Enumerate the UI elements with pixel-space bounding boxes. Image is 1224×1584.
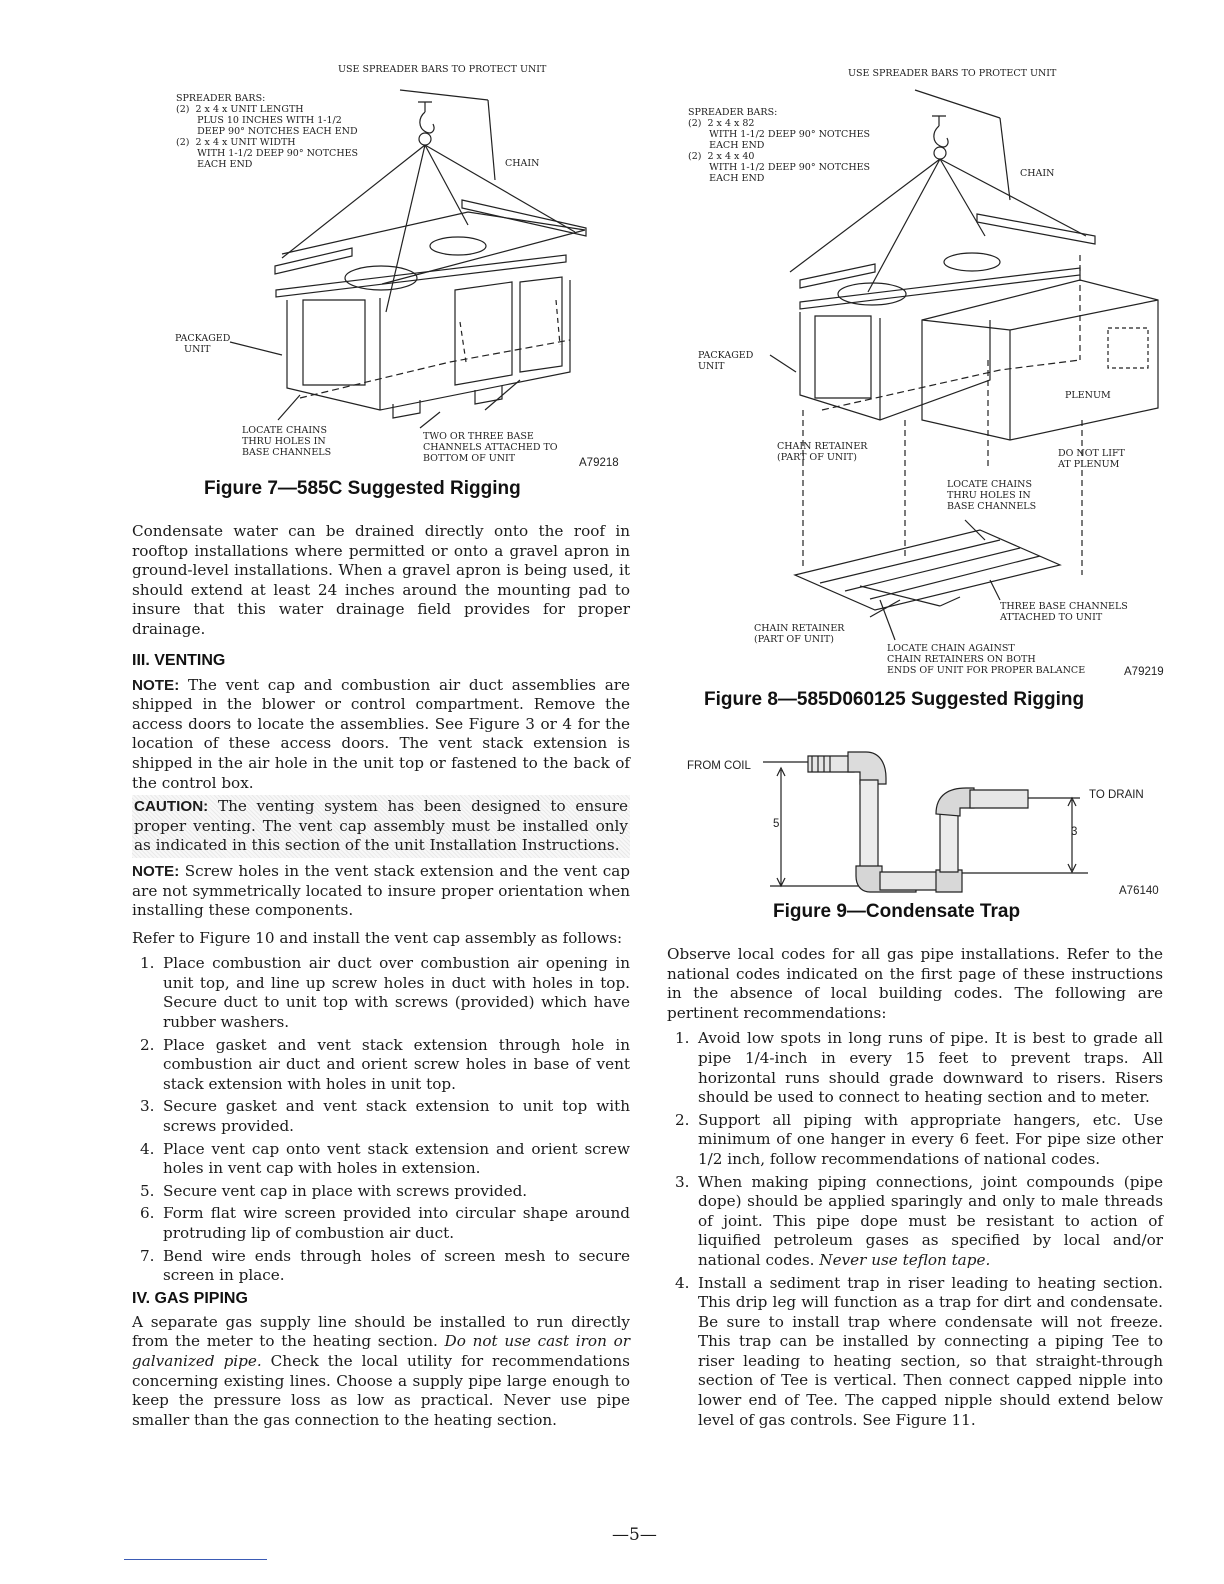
list-item: 2. Place gasket and vent stack extension through hole in combustion air duct and orient screw holes in base of vent stack extension with holes in unit top.	[140, 1035, 630, 1093]
left-column	[132, 522, 630, 1430]
footer-rule	[124, 1559, 267, 1560]
fig9-dim-right: 3	[1071, 826, 1078, 838]
fig8-retainer-label-1: CHAIN RETAINER (PART OF UNIT)	[777, 441, 868, 463]
fig7-spreader-label: SPREADER BARS: (2) 2 x 4 x UNIT LENGTH PLUS 10 INCHES WITH 1-1/2 DEEP 90° NOTCHES EACH END (2) 2 x 4 x UNIT WIDTH WITH 1-1/2 DEEP 90° NOTCHES EACH END	[176, 93, 359, 170]
fig8-spreader-label: SPREADER BARS: (2) 2 x 4 x 82 WITH 1-1/2 DEEP 90° NOTCHES EACH END (2) 2 x 4 x 40 WITH 1-1/2 DEEP 90° NOTCHES EACH END	[688, 107, 871, 184]
fig8-base-label: THREE BASE CHANNELS ATTACHED TO UNIT	[1000, 601, 1128, 623]
fig8-do-not-lift-label: DO NOT LIFT AT PLENUM	[1058, 448, 1125, 470]
fig8-top-label: USE SPREADER BARS TO PROTECT UNIT	[848, 68, 1057, 79]
fig8-caption: Figure 8—585D060125 Suggested Rigging	[704, 689, 1085, 710]
note-label: NOTE:	[132, 862, 180, 880]
fig7-top-label: USE SPREADER BARS TO PROTECT UNIT	[338, 64, 547, 75]
caution-text: The venting system has been designed to ensure proper venting. The vent cap assembly must be installed only as indicated in this section of the unit Installation Instructions.	[134, 797, 628, 855]
list-item: 3. Secure gasket and vent stack extension to unit top with screws provided.	[140, 1097, 630, 1136]
refer-paragraph: Refer to Figure 10 and install the vent cap assembly as follows:	[132, 928, 623, 947]
list-item: 3. When making piping connections, joint compounds (pipe dope) should be applied sparingly and only to male threads of joint. This pipe dope must be resistant to action of liquified petroleum gases as specified by local and/or national codes. Never use teflon tape.	[675, 1172, 1163, 1269]
list-item: 4. Install a sediment trap in riser leading to heating section. This drip leg will function as a trap for dirt and condensate. Be sure to install trap where condensate will not freeze. This trap can be installed by connecting a piping Tee to riser leading to heating section, so that straight-through section of Tee is vertical. Then connect capped nipple into lower end of Tee. The capped nipple should extend below level of gas controls. See Figure 11.	[675, 1273, 1163, 1429]
fig8-locate-label: LOCATE CHAINS THRU HOLES IN BASE CHANNELS	[947, 479, 1037, 512]
page-number: —5—	[612, 1525, 657, 1545]
right-column	[667, 945, 1163, 1433]
fig7-code: A79218	[579, 457, 619, 469]
fig8-locate-against-label: LOCATE CHAIN AGAINST CHAIN RETAINERS ON BOTH ENDS OF UNIT FOR PROPER BALANCE	[887, 643, 1086, 676]
gas-intro-paragraph: Observe local codes for all gas pipe installations. Refer to the national codes indicated on the first page of these instructions in the absence of local building codes. The following are pertinent recommendations:	[667, 945, 1163, 1022]
condensate-paragraph: Condensate water can be drained directly onto the roof in rooftop installations where permitted or onto a gravel apron in ground-level installations. When a gravel apron is being used, it should extend at least 24 inches around the mounting pad to insure that this water drainage field provides for proper drainage.	[132, 522, 630, 638]
list-item: 1. Place combustion air duct over combustion air opening in unit top, and line up screw holes in duct with holes in top. Secure duct to unit top with screws (provided) which have rubber washers.	[140, 954, 630, 1032]
fig9-from-coil-label: FROM COIL	[687, 760, 751, 772]
fig9-dim-left: 5	[773, 818, 780, 830]
fig7-caption: Figure 7—585C Suggested Rigging	[204, 478, 521, 499]
caution-box	[132, 795, 630, 858]
fig7-packaged-label: PACKAGED UNIT	[175, 333, 231, 355]
gas-recommendations-list	[667, 1029, 1163, 1430]
list-item: 7. Bend wire ends through holes of screen mesh to secure screen in place.	[140, 1246, 630, 1285]
fig8-chain-label: CHAIN	[1020, 168, 1055, 179]
fig9-to-drain-label: TO DRAIN	[1089, 789, 1144, 801]
list-item: 2. Support all piping with appropriate hangers, etc. Use minimum of one hanger in every 6 feet. For pipe size other 1/2 inch, follow recommendations of national codes.	[675, 1110, 1163, 1168]
venting-heading: III. VENTING	[132, 651, 226, 669]
fig7-base-label: TWO OR THREE BASE CHANNELS ATTACHED TO BOTTOM OF UNIT	[423, 431, 558, 464]
list-item: 6. Form flat wire screen provided into circular shape around protruding lip of combustion air duct.	[140, 1204, 630, 1242]
vent-steps-list	[132, 954, 630, 1286]
note-text: The vent cap and combustion air duct assemblies are shipped in the blower or control compartment. Remove the access doors to locate the assemblies. See Figure 3 or 4 for the location of these access doors. The vent stack extension is shipped in the air hole in the unit top or fastened to the back of the control box.	[132, 675, 630, 792]
fig7-locate-label: LOCATE CHAINS THRU HOLES IN BASE CHANNELS	[242, 425, 332, 458]
gas-piping-heading: IV. GAS PIPING	[132, 1289, 248, 1307]
note-label: NOTE:	[132, 676, 180, 694]
fig8-code: A79219	[1124, 666, 1164, 678]
venting-note-2	[132, 862, 630, 921]
fig8-packaged-label: PACKAGED UNIT	[698, 350, 754, 372]
fig9-caption: Figure 9—Condensate Trap	[773, 901, 1021, 922]
venting-note-1	[132, 676, 630, 794]
list-item: 5. Secure vent cap in place with screws provided.	[140, 1181, 528, 1200]
list-item: 4. Place vent cap onto vent stack extension and orient screw holes in vent cap with holes in extension.	[140, 1139, 630, 1178]
fig7-chain-label: CHAIN	[505, 158, 540, 169]
fig8-plenum-label: PLENUM	[1065, 390, 1111, 401]
gas-piping-paragraph: A separate gas supply line should be installed to run directly from the meter to the heating section. Do not use cast iron or galvanized pipe. Check the local utility for recommendations concerning existing lines. Choose a supply pipe large enough to keep the pressure loss as low as practical. Never use pipe smaller than the gas connection to the heating section.	[132, 1312, 630, 1429]
note-text: Screw holes in the vent stack extension and the vent cap are not symmetrically located to insure proper orientation when installing these components.	[132, 861, 630, 920]
caution-label: CAUTION:	[134, 798, 209, 816]
list-item: 1. Avoid low spots in long runs of pipe. It is best to grade all pipe 1/4-inch in every 15 feet to prevent traps. All horizontal runs should grade downward to risers. Risers should be used to connect to heating section and to meter.	[675, 1029, 1163, 1107]
fig8-retainer-label-2: CHAIN RETAINER (PART OF UNIT)	[754, 623, 845, 645]
fig9-code: A76140	[1119, 885, 1159, 897]
gas-warning-italic: Do not use cast iron or galvanized pipe.	[132, 1332, 630, 1370]
